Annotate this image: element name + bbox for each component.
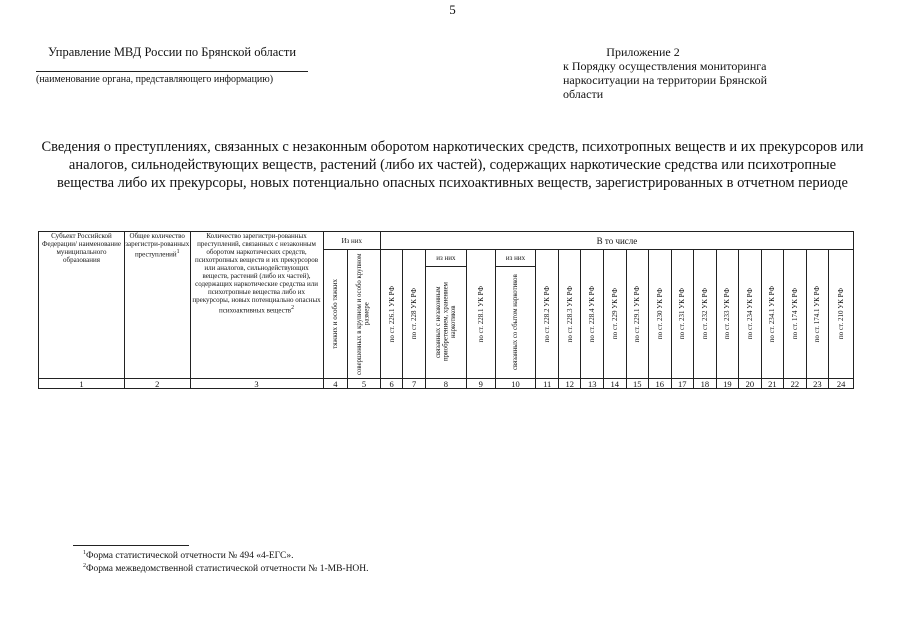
col-number: 3 (190, 379, 323, 389)
header-col-5: совершенных в крупном и особо крупном размере (348, 250, 381, 379)
header-group-iz-nih: Из них (323, 232, 380, 250)
header-total: Общее количество зарегистри-рованных преступлений$^1$ (124, 232, 190, 379)
col-number: 8 (425, 379, 466, 389)
appendix-line: области (563, 87, 604, 101)
org-underline (36, 71, 308, 72)
col-number: 23 (806, 379, 829, 389)
org-name: Управление МВД России по Брянской области (48, 45, 297, 59)
header-col-16: по ст. 230 УК РФ (649, 250, 672, 379)
page-number: 5 (449, 2, 456, 17)
header-col-14: по ст. 229 УК РФ (604, 250, 627, 379)
header-col-18: по ст. 232 УК РФ (694, 250, 717, 379)
header-col-4: тяжких и особо тяжких (323, 250, 348, 379)
appendix-block (563, 45, 813, 101)
header-col-23: по ст. 174.1 УК РФ (806, 250, 829, 379)
header-col-6: по ст. 226.1 УК РФ (380, 250, 403, 379)
header-col-8: связанных с незаконным приобретением, хранением наркотиков (425, 266, 466, 378)
header-drug-crimes: Количество зарегистри-рованных преступлений, связанных с незаконным оборотом наркотических средств, психотропных веществ и их прекурсоров или аналогов, сильнодействующих веществ, растений (либо их частей), содержащих наркотические средства или психотропные вещества либо их прекурсоры, новых потенциально опасных психоактивных веществ$^2$ (190, 232, 323, 379)
col-number: 24 (829, 379, 854, 389)
col-number: 1 (39, 379, 125, 389)
col-number: 5 (348, 379, 381, 389)
col-number: 9 (466, 379, 495, 389)
header-group-v-tom-chisle: В то числе (380, 232, 853, 250)
header-col-15: по ст. 229.1 УК РФ (626, 250, 649, 379)
document-title: Сведения о преступлениях, связанных с незаконным оборотом наркотических средств, психотропных веществ и их прекурсоров или аналогов, сильнодействующих веществ, растений (либо их частей), содержащих наркотические средства или психотропные вещества либо их прекурсоры, новых потенциально опасных психоактивных веществ, зарегистрированных в отчетном периоде (41, 139, 864, 192)
header-col-7: по ст. 228 УК РФ (403, 250, 426, 379)
col-number: 4 (323, 379, 348, 389)
header-col-19: по ст. 233 УК РФ (716, 250, 739, 379)
col-number: 15 (626, 379, 649, 389)
header-col-10: связанных со сбытом наркотиков (495, 266, 536, 378)
appendix-line: наркоситуации на территории Брянской (563, 73, 768, 87)
header-col-12: по ст. 228.3 УК РФ (558, 250, 581, 379)
col-number: 12 (558, 379, 581, 389)
appendix-heading: Приложение 2 (606, 45, 680, 59)
col-number: 7 (403, 379, 426, 389)
col-number: 13 (581, 379, 604, 389)
header-sub-iz-nih: из них (425, 250, 466, 267)
org-subtitle: (наименование органа, представляющего информацию) (36, 74, 274, 85)
header-col-21: по ст. 234.1 УК РФ (761, 250, 784, 379)
table-row-numbers (39, 379, 854, 389)
col-number: 10 (495, 379, 536, 389)
header-subject: Субъект Российской Федерации/ наименование муниципального образования (39, 232, 125, 379)
col-number: 11 (536, 379, 559, 389)
col-number: 16 (649, 379, 672, 389)
footnote-2: $^2$Форма межведомственной статистической отчетности № 1-МВ-НОН. (83, 563, 369, 575)
header-sub-iz-nih: из них (495, 250, 536, 267)
header-col-13: по ст. 228.4 УК РФ (581, 250, 604, 379)
appendix-line: к Порядку осуществления мониторинга (563, 59, 767, 73)
col-number: 14 (604, 379, 627, 389)
footnote-1: $^1$Форма статистической отчетности № 494 «4-ЕГС». (83, 550, 294, 562)
header-col-9: по ст. 228.1 УК РФ (466, 250, 495, 379)
col-number: 2 (124, 379, 190, 389)
col-number: 6 (380, 379, 403, 389)
header-col-22: по ст. 174 УК РФ (784, 250, 807, 379)
footnote-separator (73, 545, 189, 546)
header-col-17: по ст. 231 УК РФ (671, 250, 694, 379)
col-number: 22 (784, 379, 807, 389)
col-number: 21 (761, 379, 784, 389)
header-col-20: по ст. 234 УК РФ (739, 250, 762, 379)
header-col-24: по ст. 210 УК РФ (829, 250, 854, 379)
col-number: 18 (694, 379, 717, 389)
header-col-11: по ст. 228.2 УК РФ (536, 250, 559, 379)
statistics-table (38, 231, 854, 389)
col-number: 17 (671, 379, 694, 389)
col-number: 19 (716, 379, 739, 389)
col-number: 20 (739, 379, 762, 389)
